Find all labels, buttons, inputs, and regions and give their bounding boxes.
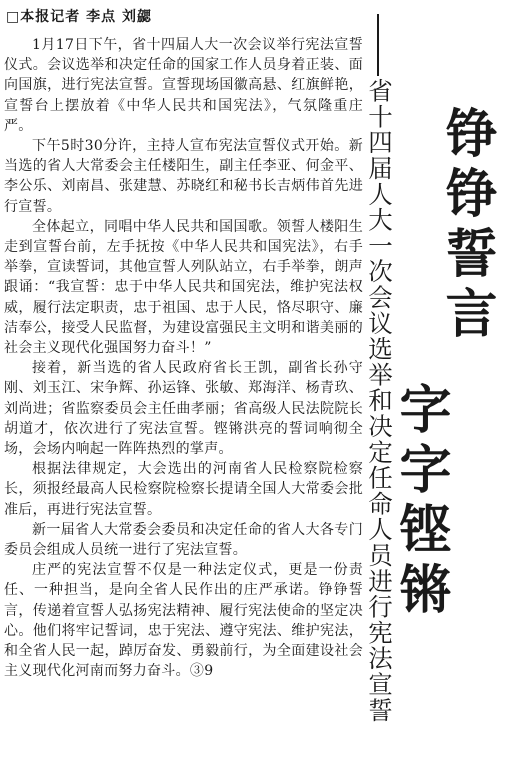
paragraph-1: 1月17日下午，省十四届人大一次会议举行宪法宣誓仪式。会议选举和决定任命的国家工作人员身着正装、面向国旗，进行宪法宣誓。宣誓现场国徽高悬、红旗鲜艳，宣誓台上摆放着《中华人民共和国宪法》，气氛隆重庄严。 xyxy=(4,37,363,134)
paragraph-2: 下午5时30分许，主持人宣布宪法宣誓仪式开始。新当选的省人大常委会主任楼阳生，副主任李亚、何金平、李公乐、刘南昌、张建慧、苏晓红和秘书长吉炳伟首先进行宣誓。 xyxy=(4,138,363,215)
paragraph-4: 接着，新当选的省人民政府省长王凯，副省长孙守刚、刘玉江、宋争辉、孙运锋、张敏、郑海洋、杨青玖、刘尚进；省监察委员会主任曲孝丽；省高级人民法院院长胡道才，依次进行了宪法宣誓。铿锵洪亮的誓词响彻全场，会场内响起一阵阵热烈的掌声。 xyxy=(4,360,363,458)
byline: □本报记者 李点 刘勰 xyxy=(6,9,152,25)
headline-line-1: 铮铮誓言 xyxy=(436,106,496,346)
article-body xyxy=(4,35,363,682)
subtitle-dash-rule xyxy=(377,14,379,76)
paragraph-7: 庄严的宪法宣誓不仅是一种法定仪式，更是一份责任、一种担当，是向全省人民作出的庄严承诺。铮铮誓言，传递着宣誓人弘扬宪法精神、履行宪法使命的坚定决心。他们将牢记誓词，忠于宪法、遵守宪法、维护宪法，和全省人民一起，踔厉奋发、勇毅前行，为全面建设社会主义现代化河南而努力奋斗。③9 xyxy=(4,562,363,680)
paragraph-3: 全体起立，同唱中华人民共和国国歌。领誓人楼阳生走到宣誓台前，左手抚按《中华人民共和国宪法》，右手举拳，宣读誓词，其他宣誓人列队站立，右手举拳，朗声跟诵：“我宣誓：忠于中华人民共和国宪法，维护宪法权威，履行法定职责，忠于祖国、忠于人民，恪尽职守、廉洁奉公，接受人民监督，为建设富强民主文明和谐美丽的社会主义现代化强国努力奋斗！” xyxy=(4,218,363,357)
subtitle: 省十四届人大一次会议选举和决定任命人员进行宪法宣誓 xyxy=(365,78,394,723)
paragraph-6: 新一届省人大常委会委员和决定任命的省人大各专门委员会组成人员统一进行了宪法宣誓。 xyxy=(4,521,363,559)
headline-line-2: 字字铿锵 xyxy=(390,382,450,622)
paragraph-5: 根据法律规定，大会选出的河南省人民检察院检察长，须报经最高人民检察院检察长提请全国人大常委会批准后，再进行宪法宣誓。 xyxy=(4,461,363,518)
